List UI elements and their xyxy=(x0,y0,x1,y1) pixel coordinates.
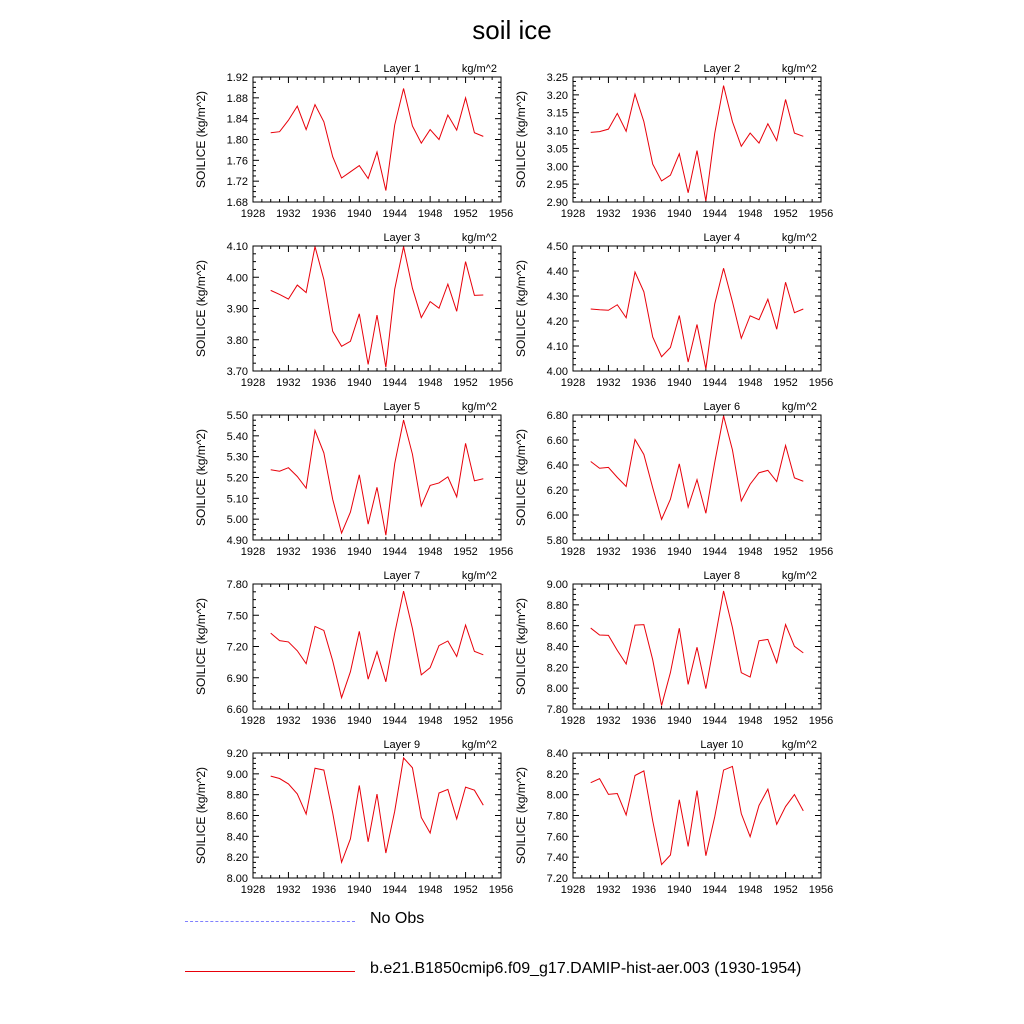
y-tick-label: 4.90 xyxy=(226,535,248,547)
x-tick-label: 1956 xyxy=(488,377,514,389)
chart-panel-1 xyxy=(194,63,513,220)
plot-frame xyxy=(253,77,501,202)
x-tick-label: 1944 xyxy=(702,715,727,727)
x-tick-label: 1936 xyxy=(631,377,657,389)
y-tick-label: 8.80 xyxy=(226,789,248,802)
x-tick-label: 1932 xyxy=(596,715,621,727)
y-tick-label: 7.80 xyxy=(546,810,568,823)
y-tick-label: 3.20 xyxy=(546,89,568,102)
y-tick-label: 7.80 xyxy=(226,579,248,591)
y-tick-label: 8.60 xyxy=(546,620,568,633)
panel-title: Layer 6 xyxy=(703,401,741,413)
y-tick-label: 6.60 xyxy=(226,704,248,716)
plot-frame xyxy=(573,753,821,878)
y-tick-label: 3.05 xyxy=(546,143,568,156)
series-line xyxy=(591,86,804,201)
x-tick-label: 1940 xyxy=(667,715,692,727)
y-axis-label: SOILICE (kg/m^2) xyxy=(194,260,208,357)
x-tick-label: 1956 xyxy=(808,546,834,558)
x-tick-label: 1944 xyxy=(702,546,727,558)
x-tick-label: 1948 xyxy=(737,715,763,727)
y-tick-label: 8.20 xyxy=(546,768,568,781)
y-tick-label: 3.70 xyxy=(226,366,248,378)
x-tick-label: 1952 xyxy=(773,546,798,558)
y-tick-label: 4.00 xyxy=(226,272,248,285)
panel-title: Layer 5 xyxy=(383,401,421,413)
x-tick-label: 1928 xyxy=(560,208,586,220)
units-label: kg/m^2 xyxy=(781,739,817,751)
x-tick-label: 1956 xyxy=(808,208,834,220)
x-tick-label: 1944 xyxy=(702,884,727,896)
y-tick-label: 7.20 xyxy=(226,641,248,654)
y-tick-label: 1.84 xyxy=(226,113,248,126)
x-tick-label: 1944 xyxy=(702,208,727,220)
y-tick-label: 4.00 xyxy=(546,366,568,378)
y-tick-label: 6.20 xyxy=(546,485,568,497)
y-tick-label: 7.50 xyxy=(226,610,248,623)
chart-panel-7 xyxy=(194,570,513,727)
legend-model-label: b.e21.B1850cmip6.f09_g17.DAMIP-hist-aer.003 (1930-1954) xyxy=(370,960,802,977)
y-tick-label: 8.00 xyxy=(226,873,248,885)
y-tick-label: 3.10 xyxy=(546,125,568,138)
y-tick-label: 1.68 xyxy=(226,197,248,209)
y-axis-label: SOILICE (kg/m^2) xyxy=(514,429,528,526)
y-tick-label: 6.90 xyxy=(226,672,248,685)
x-tick-label: 1928 xyxy=(240,377,266,389)
chart-panel-5 xyxy=(194,401,513,558)
x-tick-label: 1944 xyxy=(382,377,407,389)
x-tick-label: 1928 xyxy=(240,884,266,896)
x-tick-label: 1948 xyxy=(737,884,763,896)
panel-title: Layer 3 xyxy=(383,232,421,244)
series-line xyxy=(271,247,484,368)
series-line xyxy=(591,416,804,520)
y-tick-label: 8.40 xyxy=(546,641,568,654)
y-tick-label: 7.80 xyxy=(546,704,568,716)
series-line xyxy=(591,766,804,864)
y-tick-label: 1.92 xyxy=(226,72,248,84)
units-label: kg/m^2 xyxy=(781,570,817,582)
x-tick-label: 1944 xyxy=(702,377,727,389)
x-tick-label: 1956 xyxy=(808,377,834,389)
x-tick-label: 1952 xyxy=(773,715,798,727)
y-tick-label: 5.20 xyxy=(226,472,248,485)
x-tick-label: 1952 xyxy=(453,546,478,558)
y-tick-label: 6.60 xyxy=(546,435,568,447)
y-tick-label: 9.00 xyxy=(226,768,248,781)
legend-obs-swatch xyxy=(185,921,355,922)
y-tick-label: 4.50 xyxy=(546,241,568,253)
x-tick-label: 1936 xyxy=(311,208,337,220)
x-tick-label: 1948 xyxy=(737,546,763,558)
series-line xyxy=(591,591,804,706)
x-tick-label: 1940 xyxy=(667,377,692,389)
y-tick-label: 7.40 xyxy=(546,852,568,865)
x-tick-label: 1944 xyxy=(382,546,407,558)
x-tick-label: 1936 xyxy=(631,208,657,220)
x-tick-label: 1952 xyxy=(773,377,798,389)
units-label: kg/m^2 xyxy=(781,401,817,413)
plot-frame xyxy=(253,584,501,709)
units-label: kg/m^2 xyxy=(461,401,497,413)
series-line xyxy=(271,88,484,190)
plot-frame xyxy=(573,415,821,540)
y-tick-label: 7.20 xyxy=(546,873,568,885)
y-axis-label: SOILICE (kg/m^2) xyxy=(194,767,208,864)
x-tick-label: 1948 xyxy=(737,377,763,389)
x-tick-label: 1936 xyxy=(311,715,337,727)
y-tick-label: 8.40 xyxy=(226,831,248,844)
x-tick-label: 1928 xyxy=(240,546,266,558)
y-tick-label: 5.00 xyxy=(226,514,248,527)
units-label: kg/m^2 xyxy=(461,739,497,751)
x-tick-label: 1936 xyxy=(631,546,657,558)
x-tick-label: 1940 xyxy=(347,715,372,727)
y-tick-label: 5.80 xyxy=(546,535,568,547)
y-tick-label: 5.30 xyxy=(226,451,248,464)
y-tick-label: 8.20 xyxy=(226,852,248,865)
x-tick-label: 1936 xyxy=(631,715,657,727)
plot-frame xyxy=(573,584,821,709)
plot-frame xyxy=(573,77,821,202)
x-tick-label: 1948 xyxy=(417,715,443,727)
y-tick-label: 4.20 xyxy=(546,316,568,328)
y-axis-label: SOILICE (kg/m^2) xyxy=(514,767,528,864)
chart-panel-10 xyxy=(514,739,833,896)
x-tick-label: 1932 xyxy=(276,208,301,220)
series-line xyxy=(591,268,804,369)
x-tick-label: 1936 xyxy=(631,884,657,896)
y-tick-label: 9.20 xyxy=(226,748,248,760)
chart-panel-3 xyxy=(194,232,513,389)
chart-panel-4 xyxy=(514,232,833,389)
panel-title: Layer 4 xyxy=(703,232,741,244)
y-axis-label: SOILICE (kg/m^2) xyxy=(514,260,528,357)
units-label: kg/m^2 xyxy=(461,232,497,244)
y-tick-label: 4.40 xyxy=(546,266,568,278)
x-tick-label: 1956 xyxy=(808,884,834,896)
x-tick-label: 1932 xyxy=(276,546,301,558)
panel-title: Layer 1 xyxy=(383,63,421,75)
x-tick-label: 1932 xyxy=(276,377,301,389)
y-tick-label: 1.80 xyxy=(226,134,248,147)
x-tick-label: 1940 xyxy=(347,377,372,389)
y-tick-label: 1.76 xyxy=(226,155,248,168)
panel-title: Layer 7 xyxy=(383,570,421,582)
x-tick-label: 1944 xyxy=(382,884,407,896)
y-tick-label: 8.20 xyxy=(546,662,568,675)
x-tick-label: 1952 xyxy=(773,884,798,896)
x-tick-label: 1936 xyxy=(311,884,337,896)
x-tick-label: 1940 xyxy=(347,884,372,896)
units-label: kg/m^2 xyxy=(781,63,817,75)
y-tick-label: 6.40 xyxy=(546,460,568,472)
x-tick-label: 1932 xyxy=(276,715,301,727)
panel-title: Layer 9 xyxy=(383,739,421,751)
panel-title: Layer 8 xyxy=(703,570,741,582)
series-line xyxy=(271,420,484,535)
x-tick-label: 1932 xyxy=(596,208,621,220)
units-label: kg/m^2 xyxy=(781,232,817,244)
y-tick-label: 4.30 xyxy=(546,291,568,303)
y-axis-label: SOILICE (kg/m^2) xyxy=(514,598,528,695)
x-tick-label: 1952 xyxy=(453,377,478,389)
y-tick-label: 5.40 xyxy=(226,430,248,443)
y-tick-label: 6.00 xyxy=(546,510,568,522)
y-tick-label: 9.00 xyxy=(546,579,568,591)
figure-title: soil ice xyxy=(472,15,552,45)
y-tick-label: 8.60 xyxy=(226,810,248,823)
x-tick-label: 1928 xyxy=(560,715,586,727)
y-tick-label: 8.00 xyxy=(546,683,568,696)
chart-panel-2 xyxy=(514,63,833,220)
x-tick-label: 1944 xyxy=(382,208,407,220)
x-tick-label: 1956 xyxy=(488,715,514,727)
x-tick-label: 1928 xyxy=(560,377,586,389)
y-axis-label: SOILICE (kg/m^2) xyxy=(194,598,208,695)
y-axis-label: SOILICE (kg/m^2) xyxy=(194,91,208,188)
units-label: kg/m^2 xyxy=(461,63,497,75)
x-tick-label: 1940 xyxy=(667,884,692,896)
x-tick-label: 1928 xyxy=(240,715,266,727)
x-tick-label: 1956 xyxy=(488,884,514,896)
y-tick-label: 8.00 xyxy=(546,789,568,802)
x-tick-label: 1952 xyxy=(453,715,478,727)
panel-title: Layer 2 xyxy=(703,63,741,75)
x-tick-label: 1928 xyxy=(560,884,586,896)
x-tick-label: 1948 xyxy=(417,884,443,896)
x-tick-label: 1932 xyxy=(596,377,621,389)
series-line xyxy=(271,758,484,862)
panel-title: Layer 10 xyxy=(700,739,744,751)
x-tick-label: 1932 xyxy=(596,884,621,896)
chart-panel-8 xyxy=(514,570,833,727)
x-tick-label: 1928 xyxy=(560,546,586,558)
x-tick-label: 1956 xyxy=(488,546,514,558)
y-tick-label: 1.88 xyxy=(226,92,248,105)
y-tick-label: 8.80 xyxy=(546,599,568,612)
x-tick-label: 1940 xyxy=(347,546,372,558)
y-axis-label: SOILICE (kg/m^2) xyxy=(514,91,528,188)
x-tick-label: 1956 xyxy=(808,715,834,727)
x-tick-label: 1936 xyxy=(311,546,337,558)
x-tick-label: 1928 xyxy=(240,208,266,220)
x-tick-label: 1940 xyxy=(347,208,372,220)
chart-panel-9 xyxy=(194,739,513,896)
x-tick-label: 1952 xyxy=(773,208,798,220)
y-tick-label: 2.90 xyxy=(546,197,568,209)
legend-model-swatch xyxy=(185,971,355,972)
x-tick-label: 1940 xyxy=(667,208,692,220)
y-tick-label: 8.40 xyxy=(546,748,568,760)
plot-frame xyxy=(573,246,821,371)
x-tick-label: 1932 xyxy=(276,884,301,896)
x-tick-label: 1940 xyxy=(667,546,692,558)
y-tick-label: 4.10 xyxy=(226,241,248,253)
x-tick-label: 1948 xyxy=(417,546,443,558)
y-axis-label: SOILICE (kg/m^2) xyxy=(194,429,208,526)
y-tick-label: 4.10 xyxy=(546,341,568,353)
x-tick-label: 1956 xyxy=(488,208,514,220)
y-tick-label: 1.72 xyxy=(226,176,248,189)
x-tick-label: 1936 xyxy=(311,377,337,389)
plot-frame xyxy=(253,246,501,371)
y-tick-label: 2.95 xyxy=(546,179,568,192)
plot-frame xyxy=(253,753,501,878)
y-tick-label: 5.10 xyxy=(226,493,248,506)
series-line xyxy=(271,591,484,698)
x-tick-label: 1944 xyxy=(382,715,407,727)
y-tick-label: 3.80 xyxy=(226,334,248,347)
x-tick-label: 1952 xyxy=(453,884,478,896)
x-tick-label: 1948 xyxy=(417,377,443,389)
y-tick-label: 3.15 xyxy=(546,107,568,120)
y-tick-label: 5.50 xyxy=(226,410,248,422)
y-tick-label: 3.90 xyxy=(226,303,248,316)
chart-panel-6 xyxy=(514,401,833,558)
y-tick-label: 7.60 xyxy=(546,831,568,844)
x-tick-label: 1948 xyxy=(417,208,443,220)
y-tick-label: 6.80 xyxy=(546,410,568,422)
x-tick-label: 1952 xyxy=(453,208,478,220)
y-tick-label: 3.00 xyxy=(546,161,568,174)
plot-frame xyxy=(253,415,501,540)
y-tick-label: 3.25 xyxy=(546,72,568,84)
x-tick-label: 1948 xyxy=(737,208,763,220)
legend-obs-label: No Obs xyxy=(370,910,425,927)
x-tick-label: 1932 xyxy=(596,546,621,558)
units-label: kg/m^2 xyxy=(461,570,497,582)
